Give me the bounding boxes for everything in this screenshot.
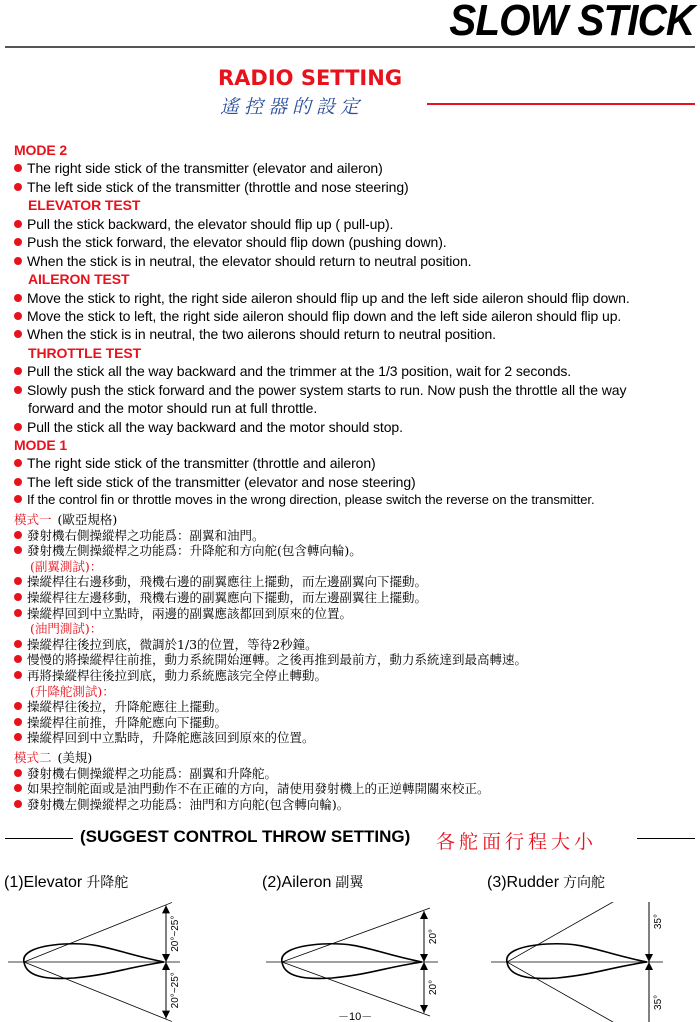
line-text: If the control fin or throttle moves in the wrong direction, please switch the reverse on the transmitter.	[27, 492, 595, 508]
line-text: When the stick is in neutral, the two ailerons should return to neutral position.	[27, 326, 496, 343]
line-text: 慢慢的將操縱桿往前推，動力系統開始運轉。之後再推到最前方，動力系統達到最高轉速。	[27, 652, 528, 668]
page-subtitle: 遙控器的設定	[220, 96, 365, 118]
section-heading	[14, 141, 700, 159]
deflection-line-down	[24, 962, 172, 1022]
instruction-line	[14, 652, 700, 668]
divider	[5, 838, 73, 839]
line-text: When the stick is in neutral, the elevator should return to neutral position.	[27, 252, 472, 269]
throw-section-title-zh: 各舵面行程大小	[436, 831, 598, 853]
arrow-head-icon	[420, 954, 428, 962]
page-number: －10－	[338, 1011, 373, 1022]
arrow-head-icon	[162, 905, 170, 913]
bullet-icon	[14, 459, 22, 467]
diagram-label-en: (2)Aileron	[262, 874, 332, 891]
instruction-line	[14, 399, 700, 417]
control-surface-diagram	[262, 902, 472, 1022]
instruction-line	[14, 797, 700, 813]
arrow-head-icon	[162, 1011, 170, 1019]
bullet-icon	[14, 164, 22, 172]
bullet-icon	[14, 702, 22, 710]
bullet-icon	[14, 386, 22, 394]
bullet-icon	[14, 546, 22, 554]
section-heading	[14, 196, 700, 214]
section-heading	[14, 621, 700, 637]
section-heading	[14, 559, 700, 575]
line-text: The right side stick of the transmitter (elevator and aileron)	[27, 160, 383, 177]
bullet-icon	[14, 257, 22, 265]
line-text: The left side stick of the transmitter (elevator and nose steering)	[27, 473, 416, 490]
bullet-icon	[14, 294, 22, 302]
instruction-line	[14, 178, 700, 196]
arrow-head-icon	[420, 962, 428, 970]
angle-label-up: 35°	[653, 914, 664, 930]
bullet-icon	[14, 330, 22, 338]
line-text: ELEVATOR TEST	[28, 197, 141, 214]
diagram-label-zh: 升降舵	[86, 875, 129, 891]
bullet-icon	[14, 423, 22, 431]
bullet-icon	[14, 655, 22, 663]
diagram-label-en: (3)Rudder	[487, 874, 560, 891]
heading-note: (美規)	[57, 749, 93, 765]
line-text: Pull the stick backward, the elevator should flip up ( pull-up).	[27, 215, 394, 232]
line-text: The left side stick of the transmitter (throttle and nose steering)	[27, 178, 409, 195]
airfoil-shape	[507, 944, 647, 979]
divider	[637, 838, 695, 839]
bullet-icon	[14, 312, 22, 320]
line-text: MODE 1	[14, 437, 68, 453]
instruction-line	[14, 574, 700, 590]
header-divider	[5, 46, 695, 48]
deflection-line-up	[24, 902, 172, 962]
line-text: 再將操縱桿往後拉到底，動力系統應該完全停止轉動。	[27, 667, 328, 683]
line-text: 操縱桿往左邊移動，飛機右邊的副翼應向下擺動，而左邊副翼往上擺動。	[27, 589, 428, 605]
angle-label-up: 20°	[428, 928, 439, 945]
airfoil-shape	[282, 944, 422, 979]
line-text: 操縱桿往前推，升降舵應向下擺動。	[27, 714, 228, 730]
line-text: 如果控制舵面或是油門動作不在正確的方向，請使用發射機上的正逆轉開關來校正。	[27, 781, 490, 797]
control-surface-diagram	[487, 902, 697, 1022]
section-heading	[14, 344, 700, 362]
bullet-icon	[14, 495, 22, 503]
bullet-icon	[14, 183, 22, 191]
instruction-line	[14, 307, 700, 325]
throw-diagram	[4, 872, 181, 1009]
line-text: 模式一	[14, 512, 52, 527]
instruction-line	[14, 325, 700, 343]
bullet-icon	[14, 593, 22, 601]
bullet-icon	[14, 671, 22, 679]
instruction-line	[14, 637, 700, 653]
instruction-line	[14, 473, 700, 491]
line-text: 操縱桿回到中立點時，升降舵應該回到原來的位置。	[27, 730, 315, 746]
deflection-line-up	[507, 902, 655, 962]
line-text: THROTTLE TEST	[28, 344, 142, 361]
instruction-line	[14, 543, 700, 559]
bullet-icon	[14, 718, 22, 726]
arrow-head-icon	[162, 954, 170, 962]
airfoil-shape	[24, 944, 164, 979]
throw-section-title: (SUGGEST CONTROL THROW SETTING)	[80, 827, 411, 846]
section-heading	[14, 436, 700, 454]
section-heading	[14, 270, 700, 288]
line-text: (油門測試)：	[30, 621, 103, 637]
bullet-icon	[14, 478, 22, 486]
instruction-line	[14, 418, 700, 436]
instruction-line	[14, 159, 700, 177]
throw-section-header	[0, 826, 700, 852]
bullet-icon	[14, 769, 22, 777]
line-text: MODE 2	[14, 142, 68, 158]
line-text: 發射機左側操縱桿之功能爲：升降舵和方向舵(包含轉向輪)。	[27, 543, 362, 559]
instruction-line	[14, 381, 700, 399]
diagram-label-en: (1)Elevator	[4, 874, 83, 891]
line-text: 操縱桿往後拉，升降舵應往上擺動。	[27, 699, 228, 715]
section-heading	[14, 750, 700, 766]
throw-diagram	[262, 872, 439, 996]
instruction-line	[14, 606, 700, 622]
bullet-icon	[14, 784, 22, 792]
chinese-instructions	[14, 512, 700, 812]
bullet-icon	[14, 531, 22, 539]
bullet-icon	[14, 609, 22, 617]
instruction-line	[14, 362, 700, 380]
line-text: AILERON TEST	[28, 271, 130, 288]
brand-logo: SLOW STICK	[449, 0, 694, 45]
line-text: Move the stick to left, the right side aileron should flip down and the left side aileron should flip up.	[27, 307, 622, 324]
deflection-line-up	[282, 908, 430, 962]
arrow-head-icon	[420, 1005, 428, 1013]
line-text: Pull the stick all the way backward and the motor should stop.	[27, 418, 403, 435]
diagram-label-zh: 副翼	[335, 875, 364, 891]
bullet-icon	[14, 367, 22, 375]
line-text: Slowly push the stick forward and the power system starts to run. Now push the throttle all the way	[27, 381, 627, 398]
bullet-icon	[14, 220, 22, 228]
instruction-line	[14, 289, 700, 307]
section-heading	[14, 512, 700, 528]
angle-label-down: 20°	[428, 979, 439, 996]
bullet-icon	[14, 640, 22, 648]
line-text: Move the stick to right, the right side aileron should flip up and the left side aileron should flip down.	[27, 289, 630, 306]
deflection-line-down	[507, 962, 655, 1022]
english-instructions	[14, 141, 700, 510]
control-surface-diagram	[4, 902, 214, 1022]
line-text: (副翼測試)：	[30, 558, 103, 574]
line-text: (升降舵測試)：	[30, 683, 115, 699]
title-underline	[427, 103, 695, 105]
throw-diagram	[487, 872, 664, 1010]
heading-note: (歐亞規格)	[57, 512, 118, 527]
line-text: forward and the motor should run at full throttle.	[28, 400, 318, 417]
angle-label-up: 20°~25°	[170, 915, 181, 952]
line-text: The right side stick of the transmitter (throttle and aileron)	[27, 455, 376, 472]
line-text: 操縱桿回到中立點時，兩邊的副翼應該都回到原來的位置。	[27, 605, 353, 621]
line-text: 發射機左側操縱桿之功能爲：油門和方向舵(包含轉向輪)。	[27, 796, 350, 812]
instruction-line	[14, 730, 700, 746]
line-text: 操縱桿往右邊移動，飛機右邊的副翼應往上擺動，而左邊副翼向下擺動。	[27, 574, 428, 590]
line-text: Push the stick forward, the elevator should flip down (pushing down).	[27, 234, 447, 251]
line-text: 發射機右側操縱桿之功能爲：副翼和升降舵。	[27, 765, 278, 781]
line-text: 模式二	[14, 749, 52, 765]
diagram-label	[487, 872, 605, 892]
angle-label-down: 35°	[653, 994, 664, 1010]
instruction-line	[14, 233, 700, 251]
page-title: RADIO SETTING	[218, 66, 403, 90]
instruction-line	[14, 590, 700, 606]
bullet-icon	[14, 733, 22, 741]
instruction-line	[14, 491, 700, 509]
bullet-icon	[14, 800, 22, 808]
instruction-line	[14, 766, 700, 782]
bullet-icon	[14, 577, 22, 585]
line-text: 操縱桿往後拉到底，微調於1/3的位置，等待2秒鐘。	[27, 636, 318, 652]
arrow-head-icon	[645, 954, 653, 962]
instruction-line	[14, 215, 700, 233]
diagram-label-zh: 方向舵	[563, 875, 606, 891]
line-text: 發射機右側操縱桿之功能爲：副翼和油門。	[27, 527, 265, 543]
instruction-line	[14, 252, 700, 270]
angle-label-down: 20°~25°	[170, 972, 181, 1009]
arrow-head-icon	[645, 962, 653, 970]
arrow-head-icon	[162, 962, 170, 970]
section-heading	[14, 684, 700, 700]
instruction-line	[14, 715, 700, 731]
arrow-head-icon	[420, 911, 428, 919]
instruction-line	[14, 454, 700, 472]
diagram-label	[262, 872, 363, 892]
instruction-line	[14, 781, 700, 797]
instruction-line	[14, 699, 700, 715]
diagram-label	[4, 872, 128, 892]
instruction-line	[14, 528, 700, 544]
bullet-icon	[14, 238, 22, 246]
line-text: Pull the stick all the way backward and the trimmer at the 1/3 position, wait for 2 seconds.	[27, 363, 572, 380]
instruction-line	[14, 668, 700, 684]
